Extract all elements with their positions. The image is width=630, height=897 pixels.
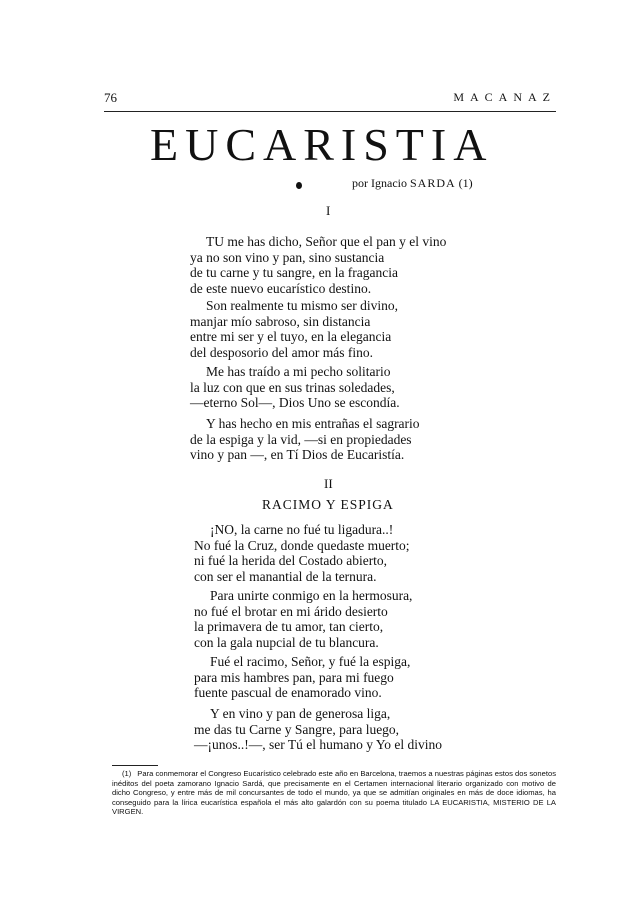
verse-line: Me has traído a mi pecho solitario	[206, 364, 391, 379]
section-title: RACIMO Y ESPIGA	[262, 497, 394, 512]
verse-line: ya no son vino y pan, sino sustancia	[190, 249, 385, 265]
footnote-marker: (1)	[122, 769, 132, 778]
byline	[352, 176, 473, 191]
stanza	[194, 706, 442, 753]
stanza	[194, 522, 410, 584]
header-rule	[104, 111, 556, 112]
stanza	[190, 416, 420, 463]
stanza	[194, 588, 412, 650]
running-head: MACANAZ	[453, 90, 556, 104]
byline-prefix: por Ignacio	[352, 176, 407, 190]
stanza	[190, 234, 446, 296]
footnote	[112, 769, 556, 817]
verse-line: me das tu Carne y Sangre, para luego,	[194, 721, 400, 737]
verse-line: entre mi ser y el tuyo, en la elegancia	[190, 329, 392, 345]
verse-line: de tu carne y tu sangre, en la fragancia	[190, 265, 399, 281]
poem-title: EUCARISTIA	[150, 119, 494, 170]
page-number: 76	[104, 90, 117, 105]
section-number: I	[326, 203, 331, 218]
author-surname: SARDA	[409, 176, 456, 190]
verse-line: Para unirte conmigo en la hermosura,	[210, 588, 413, 603]
verse-line: TU me has dicho, Señor que el pan y el vino	[206, 234, 447, 249]
verse-line: la luz con que en sus trinas soledades,	[190, 379, 395, 395]
verse-line: la primavera de tu amor, tan cierto,	[194, 619, 384, 635]
running-header	[104, 90, 556, 110]
bullet-mark	[296, 182, 302, 189]
stanza	[190, 298, 398, 360]
footnote-rule	[112, 765, 158, 766]
verse-line: Fué el racimo, Señor, y fué la espiga,	[210, 654, 411, 669]
verse-line: de la espiga y la vid, —si en propiedades	[190, 431, 412, 447]
verse-line: no fué el brotar en mi árido desierto	[194, 603, 388, 619]
verse-line: del desposorio del amor más fino.	[190, 344, 373, 360]
verse-line: No fué la Cruz, donde quedaste muerto;	[194, 537, 410, 553]
verse-line: de este nuevo eucarístico destino.	[190, 280, 372, 296]
verse-line: ¡NO, la carne no fué tu ligadura..!	[210, 522, 394, 537]
verse-line: para mis hambres pan, para mi fuego	[194, 669, 394, 685]
verse-line: con ser el manantial de la ternura.	[194, 568, 377, 584]
verse-line: Y has hecho en mis entrañas el sagrario	[206, 416, 420, 431]
stanza	[194, 654, 410, 701]
verse-line: vino y pan —, en Tí Dios de Eucaristía.	[190, 447, 405, 463]
verse-line: —eterno Sol—, Dios Uno se escondía.	[190, 395, 400, 411]
verse-line: —¡unos..!—, ser Tú el humano y Yo el divino	[194, 737, 442, 753]
verse-line: Son realmente tu mismo ser divino,	[206, 298, 398, 313]
verse-line: fuente pascual de enamorado vino.	[194, 685, 382, 701]
footnote-text: Para conmemorar el Congreso Eucarístico celebrado este año en Barcelona, traemos a nuestras páginas estos dos sonetos inéditos del poeta zamorano Ignacio Sardá, que precisamente en el Certamen internacional literario organizado con motivo de dicho Congreso, y entre más de mil concursantes de todo el mundo, ya que se admitían originales en más de doce idiomas, ha conseguido para la lírica eucarística española el más alto galardón con su poema titulado LA EUCARISTIA, MISTERIO DE LA VIRGEN.	[112, 769, 556, 817]
footnote-reference: (1)	[458, 176, 473, 190]
section-number: II	[324, 476, 333, 491]
verse-line: ni fué la herida del Costado abierto,	[194, 553, 388, 569]
verse-line: con la gala nupcial de tu blancura.	[194, 634, 379, 650]
stanza	[190, 364, 400, 411]
verse-line: manjar mío sabroso, sin distancia	[190, 313, 371, 329]
verse-line: Y en vino y pan de generosa liga,	[210, 706, 391, 721]
